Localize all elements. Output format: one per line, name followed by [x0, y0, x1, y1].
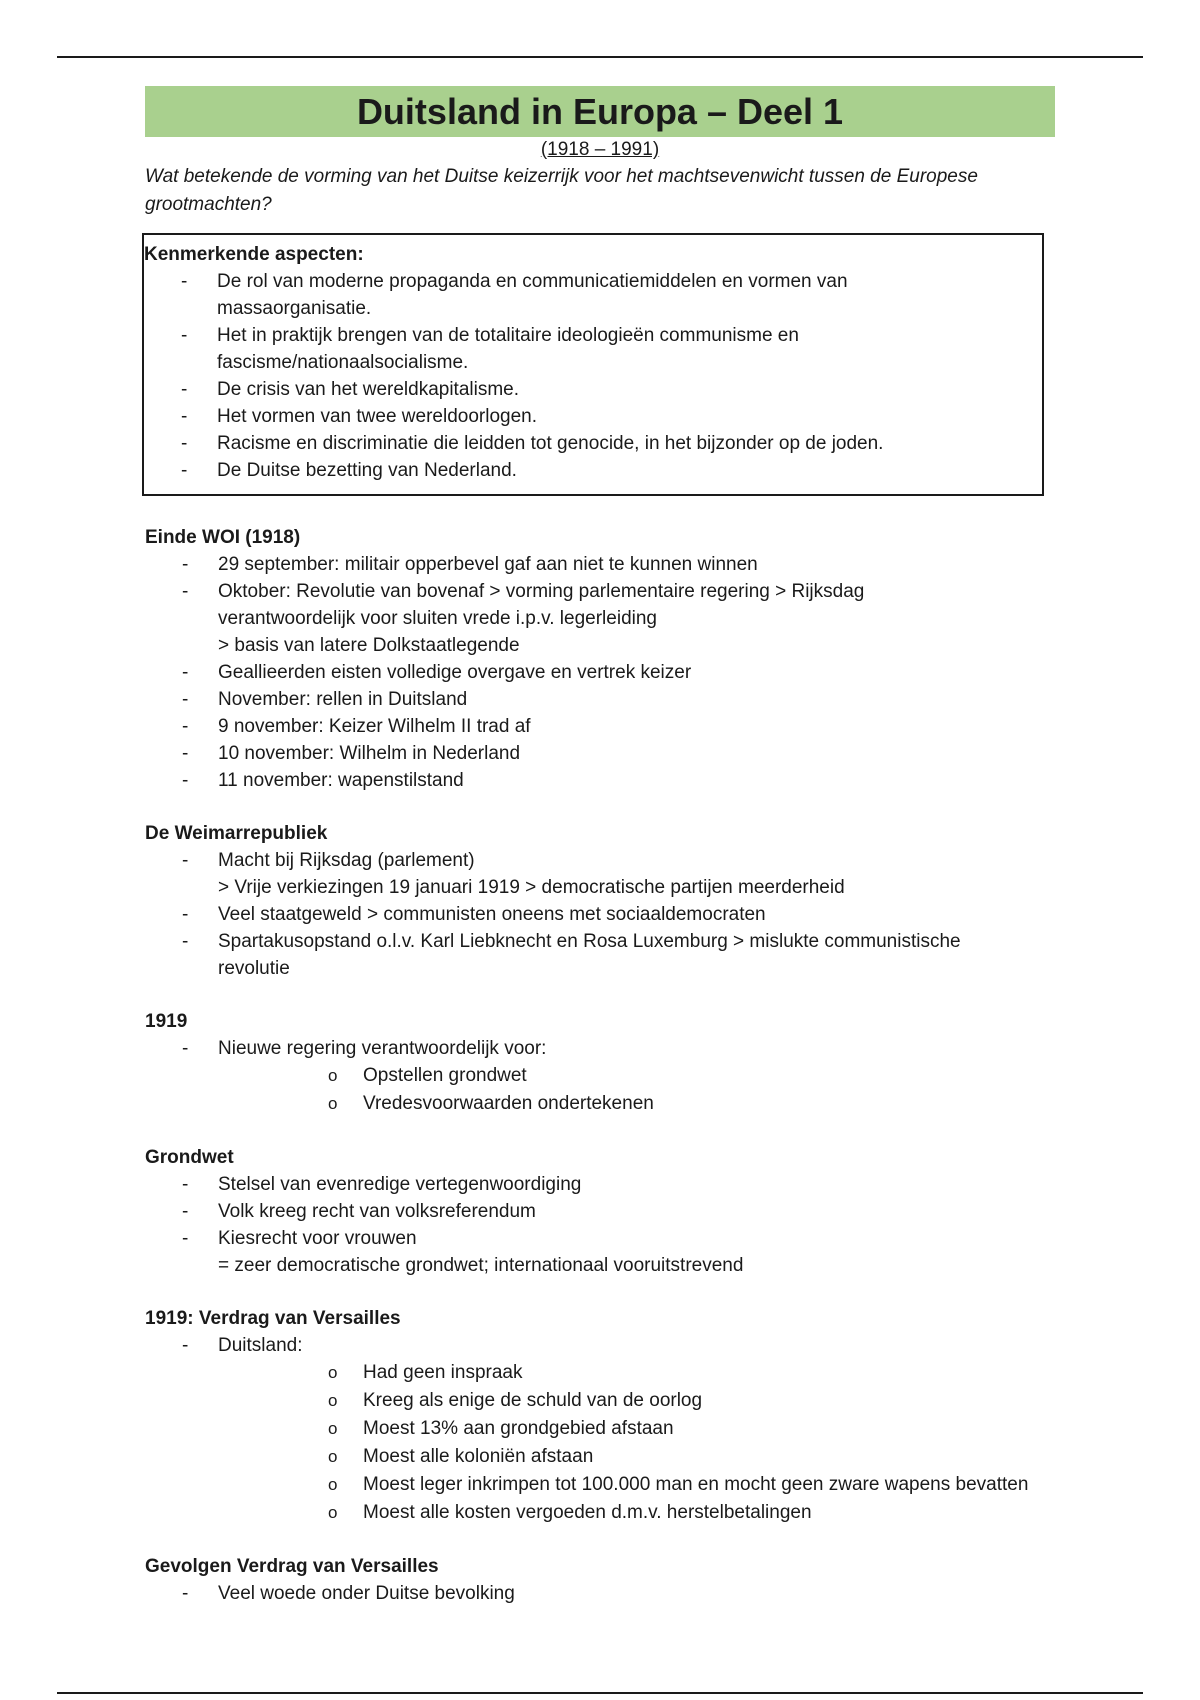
section [145, 524, 1055, 794]
circle-bullet: o [328, 1391, 338, 1410]
dash-bullet: - [181, 271, 188, 292]
list-item-text: revolutie [218, 958, 290, 979]
dash-bullet: - [182, 716, 189, 737]
list-item-text: November: rellen in Duitsland [218, 689, 468, 710]
dash-bullet: - [182, 689, 189, 710]
dash-bullet: - [182, 1174, 189, 1195]
list-item [145, 740, 1055, 767]
question-text: Wat betekende de vorming van het Duitse keizerrijk voor het machtsevenwicht tussen de Europese grootmachten? [145, 166, 978, 215]
section-list [145, 847, 1055, 982]
section-list [145, 1580, 1055, 1607]
circle-bullet: o [328, 1419, 338, 1438]
dash-bullet: - [182, 770, 189, 791]
sub-list-item [218, 1090, 1055, 1118]
section [145, 1008, 1055, 1118]
document-body [145, 86, 1055, 1607]
sub-list-item [218, 1471, 1055, 1499]
section [145, 1553, 1055, 1607]
dash-bullet: - [182, 1038, 189, 1059]
dash-bullet: - [182, 904, 189, 925]
list-item-text: Spartakusopstand o.l.v. Karl Liebknecht en Rosa Luxemburg > mislukte communistische [218, 931, 961, 952]
list-item [144, 403, 1042, 430]
sub-list-item [218, 1062, 1055, 1090]
page-title: Duitsland in Europa – Deel 1 [356, 90, 844, 132]
section-heading: Grondwet [145, 1147, 234, 1168]
section [145, 820, 1055, 982]
period-subtitle: (1918 – 1991) [540, 139, 660, 160]
list-item-text: Stelsel van evenredige vertegenwoordiging [218, 1174, 582, 1195]
section-list [145, 1035, 1055, 1118]
circle-bullet: o [328, 1503, 338, 1522]
list-item-text: 29 september: militair opperbevel gaf aan niet te kunnen winnen [218, 554, 758, 575]
list-item [145, 686, 1055, 713]
list-item-text: massaorganisatie. [217, 298, 372, 319]
dash-bullet: - [181, 379, 188, 400]
list-item [145, 928, 1055, 982]
dash-bullet: - [181, 325, 188, 346]
list-item-text: Macht bij Rijksdag (parlement) [218, 850, 475, 871]
sections [145, 524, 1055, 1607]
list-item [145, 1198, 1055, 1225]
sub-list-item-text: Moest alle kosten vergoeden d.m.v. herstelbetalingen [363, 1502, 812, 1523]
list-item-text: Het vormen van twee wereldoorlogen. [217, 406, 538, 427]
list-item [145, 713, 1055, 740]
list-item [145, 1580, 1055, 1607]
dash-bullet: - [181, 460, 188, 481]
list-item [145, 578, 1055, 659]
list-item-text: Het in praktijk brengen van de totalitaire ideologieën communisme en [217, 325, 799, 346]
list-item [144, 322, 1042, 376]
list-item [144, 268, 1042, 322]
list-item-text: De rol van moderne propaganda en communicatiemiddelen en vormen van [217, 271, 848, 292]
list-item [145, 847, 1055, 901]
list-item-text: Volk kreeg recht van volksreferendum [218, 1201, 536, 1222]
aspects-list [144, 268, 1042, 484]
sub-list-item [218, 1415, 1055, 1443]
sub-list-item-text: Kreeg als enige de schuld van de oorlog [363, 1390, 703, 1411]
list-item-text: > basis van latere Dolkstaatlegende [218, 635, 520, 656]
sub-list-item [218, 1359, 1055, 1387]
section-heading: 1919 [145, 1011, 188, 1032]
list-item-text: Veel woede onder Duitse bevolking [218, 1583, 515, 1604]
top-rule [57, 56, 1143, 58]
dash-bullet: - [182, 931, 189, 952]
bottom-rule [57, 1692, 1143, 1694]
list-item-text: De crisis van het wereldkapitalisme. [217, 379, 520, 400]
sub-list-item-text: Had geen inspraak [363, 1362, 523, 1383]
list-item [145, 1225, 1055, 1279]
list-item-text: Geallieerden eisten volledige overgave en vertrek keizer [218, 662, 692, 683]
list-item-text: 11 november: wapenstilstand [218, 770, 464, 791]
list-item [145, 1035, 1055, 1118]
section-heading: De Weimarrepubliek [145, 823, 328, 844]
circle-bullet: o [328, 1475, 338, 1494]
list-item-text: 9 november: Keizer Wilhelm II trad af [218, 716, 531, 737]
list-item-text: Veel staatgeweld > communisten oneens met sociaaldemocraten [218, 904, 766, 925]
section-list [145, 1332, 1055, 1527]
dash-bullet: - [182, 554, 189, 575]
section [145, 1305, 1055, 1527]
sub-list-item-text: Vredesvoorwaarden ondertekenen [363, 1093, 654, 1114]
sub-list-item-text: Moest leger inkrimpen tot 100.000 man en mocht geen zware wapens bevatten [363, 1474, 1029, 1495]
dash-bullet: - [182, 1228, 189, 1249]
dash-bullet: - [181, 406, 188, 427]
sub-list [218, 1359, 1055, 1527]
section-list [145, 551, 1055, 794]
section-list [145, 1171, 1055, 1279]
list-item [145, 767, 1055, 794]
sub-list-item [218, 1387, 1055, 1415]
title-band [145, 86, 1055, 137]
list-item [145, 1332, 1055, 1527]
list-item [145, 659, 1055, 686]
dash-bullet: - [182, 662, 189, 683]
list-item-text: verantwoordelijk voor sluiten vrede i.p.v. legerleiding [218, 608, 657, 629]
section-heading: 1919: Verdrag van Versailles [145, 1308, 401, 1329]
list-item [144, 430, 1042, 457]
list-item [144, 376, 1042, 403]
list-item [144, 457, 1042, 484]
dash-bullet: - [182, 850, 189, 871]
aspects-heading: Kenmerkende aspecten: [144, 244, 364, 265]
list-item-text: = zeer democratische grondwet; internationaal vooruitstrevend [218, 1255, 744, 1276]
dash-bullet: - [182, 581, 189, 602]
sub-list-item-text: Moest 13% aan grondgebied afstaan [363, 1418, 674, 1439]
dash-bullet: - [182, 743, 189, 764]
circle-bullet: o [328, 1066, 338, 1085]
dash-bullet: - [182, 1335, 189, 1356]
circle-bullet: o [328, 1363, 338, 1382]
sub-list-item [218, 1499, 1055, 1527]
list-item [145, 1171, 1055, 1198]
list-item-text: 10 november: Wilhelm in Nederland [218, 743, 521, 764]
list-item-text: De Duitse bezetting van Nederland. [217, 460, 517, 481]
sub-list-item-text: Opstellen grondwet [363, 1065, 527, 1086]
sub-list-item [218, 1443, 1055, 1471]
circle-bullet: o [328, 1094, 338, 1113]
dash-bullet: - [182, 1201, 189, 1222]
list-item-text: Duitsland: [218, 1335, 303, 1356]
list-item-text: > Vrije verkiezingen 19 januari 1919 > democratische partijen meerderheid [218, 877, 845, 898]
dash-bullet: - [181, 433, 188, 454]
section [145, 1144, 1055, 1279]
aspects-box [142, 233, 1044, 496]
list-item-text: Racisme en discriminatie die leidden tot genocide, in het bijzonder op de joden. [217, 433, 884, 454]
list-item-text: Kiesrecht voor vrouwen [218, 1228, 417, 1249]
list-item-text: Oktober: Revolutie van bovenaf > vorming parlementaire regering > Rijksdag [218, 581, 865, 602]
list-item-text: Nieuwe regering verantwoordelijk voor: [218, 1038, 547, 1059]
section-heading: Einde WOI (1918) [145, 527, 301, 548]
sub-list [218, 1062, 1055, 1118]
list-item [145, 901, 1055, 928]
section-heading: Gevolgen Verdrag van Versailles [145, 1556, 439, 1577]
circle-bullet: o [328, 1447, 338, 1466]
list-item-text: fascisme/nationaalsocialisme. [217, 352, 469, 373]
list-item [145, 551, 1055, 578]
dash-bullet: - [182, 1583, 189, 1604]
sub-list-item-text: Moest alle koloniën afstaan [363, 1446, 594, 1467]
